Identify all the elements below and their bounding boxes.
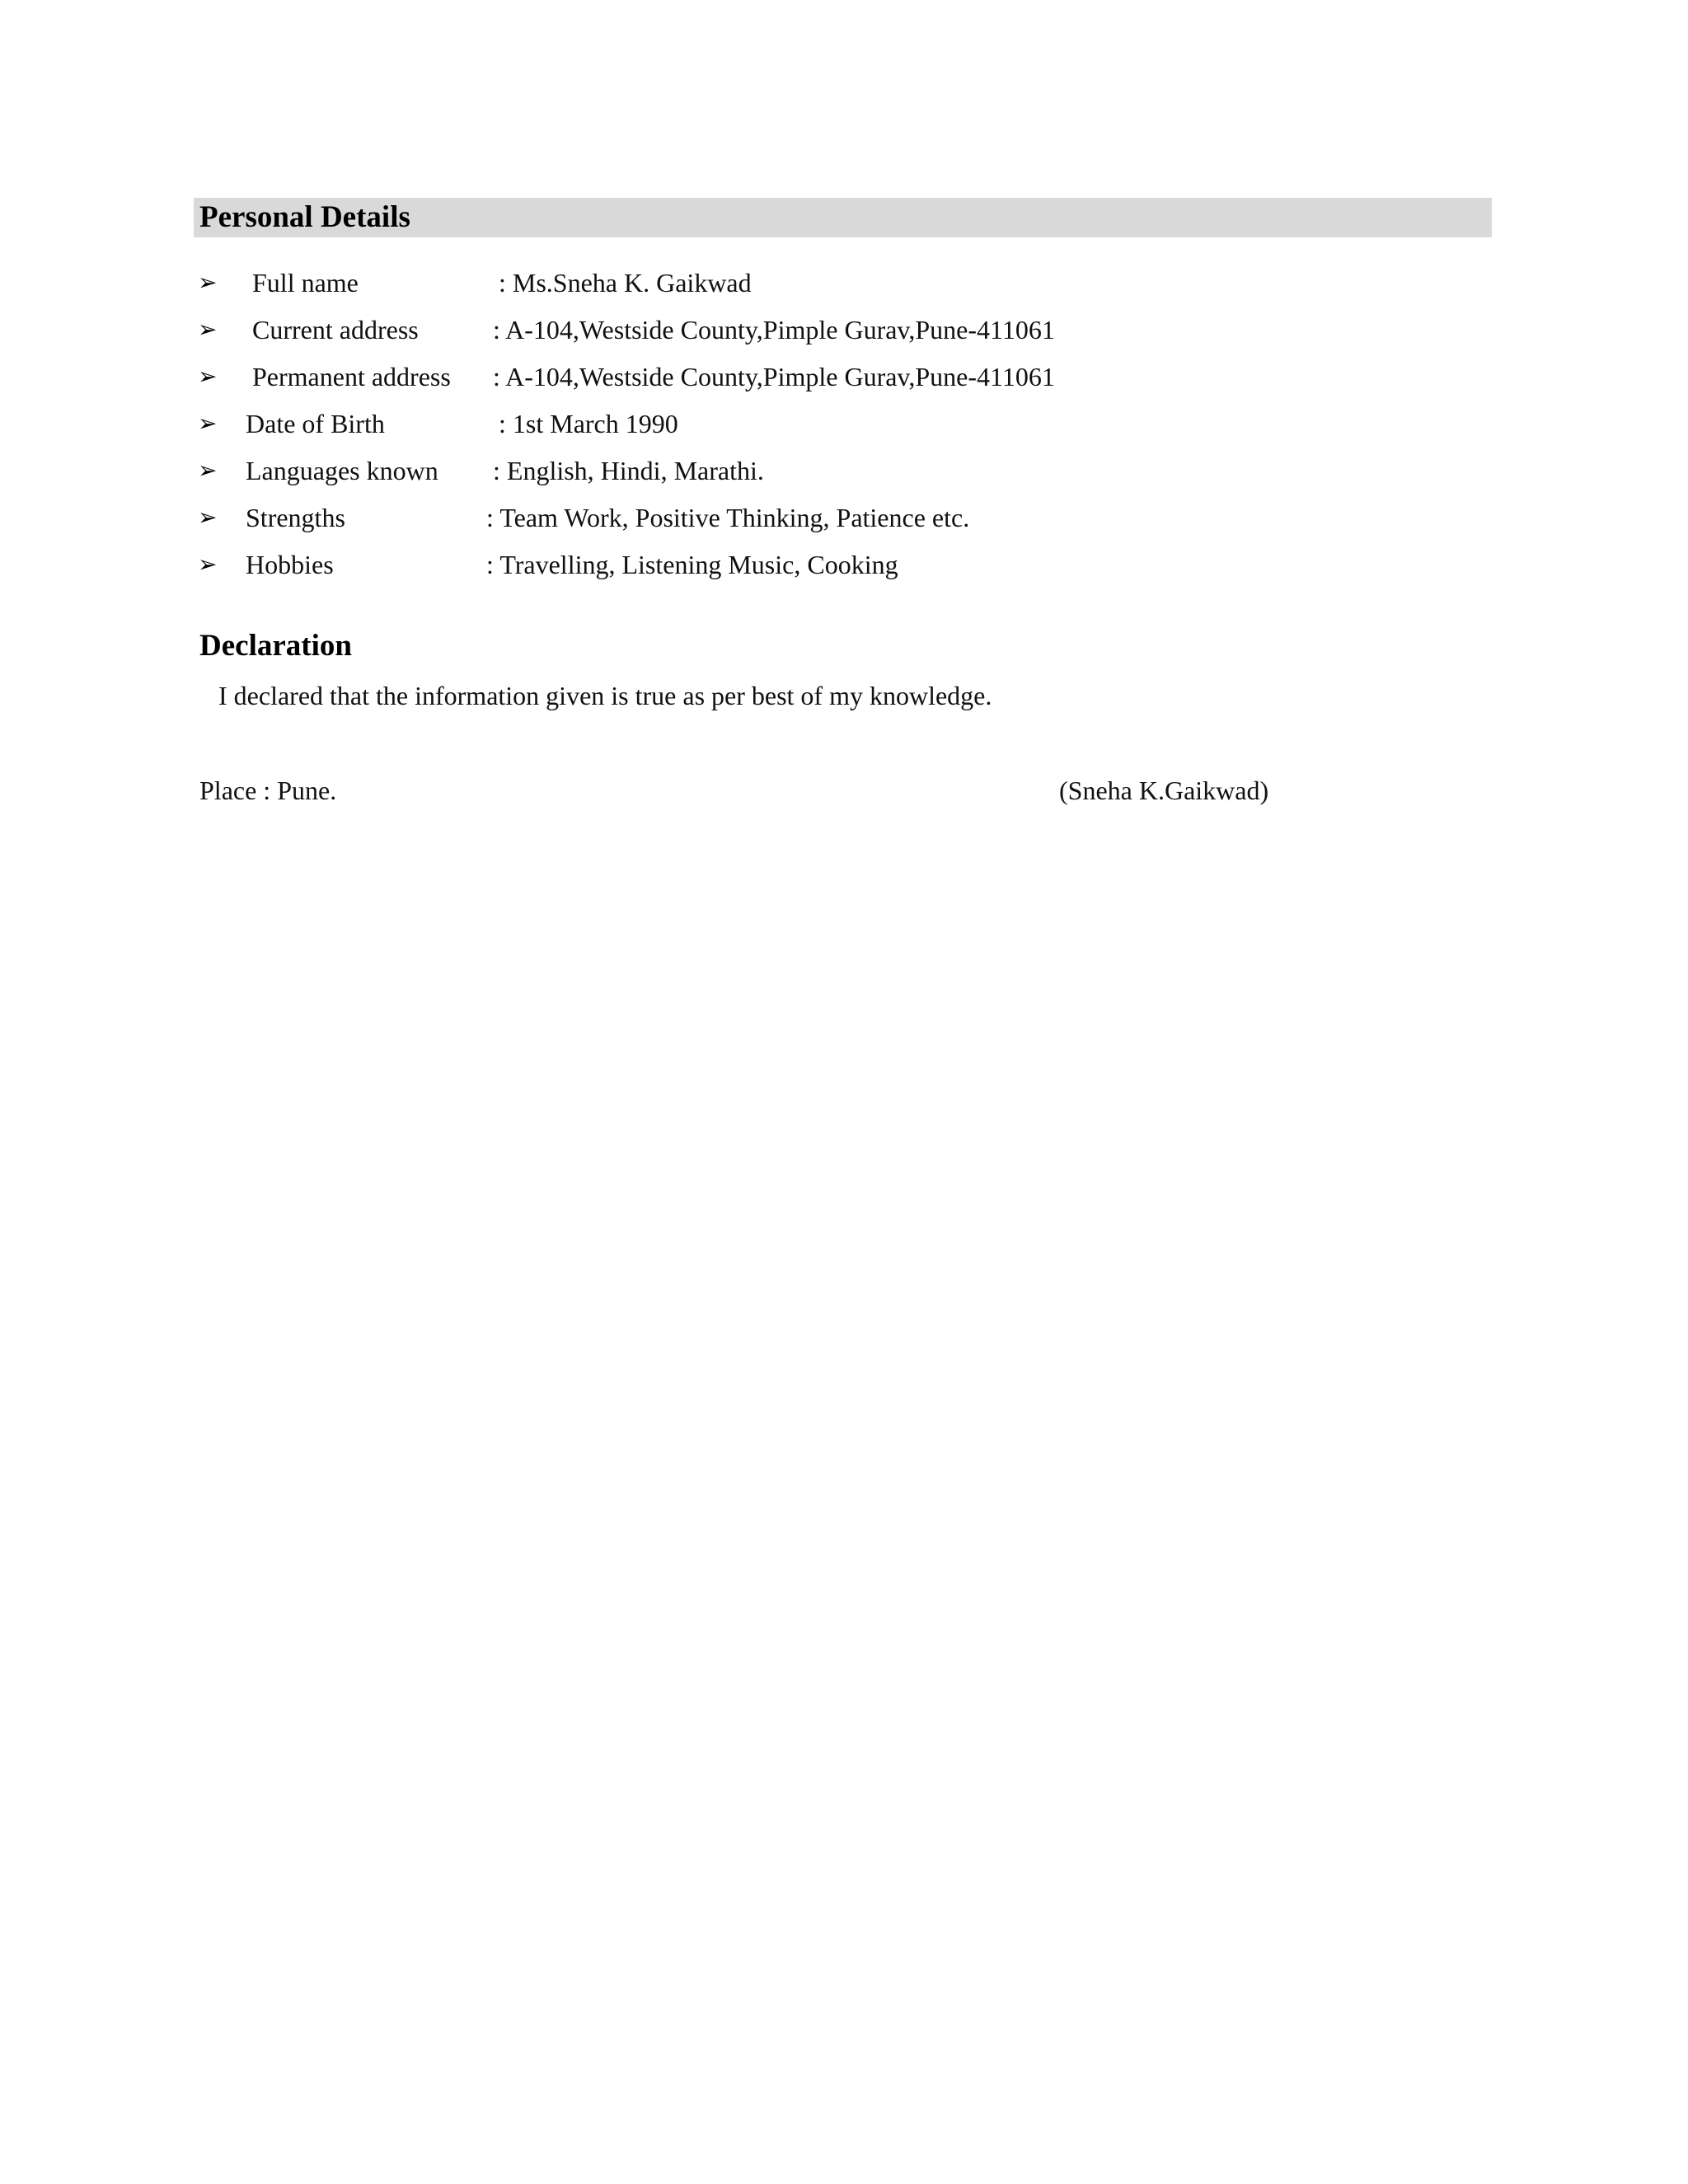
- declaration-heading: Declaration: [199, 629, 352, 663]
- detail-row-permanent-address: [0, 356, 1688, 397]
- detail-row-current-address: [0, 309, 1688, 350]
- declaration-text: I declared that the information given is true as per best of my knowledge.: [218, 681, 992, 710]
- detail-label: Full name: [252, 268, 359, 298]
- detail-label: Current address: [252, 315, 419, 344]
- detail-value: : Team Work, Positive Thinking, Patience etc.: [486, 503, 970, 532]
- detail-label: Strengths: [246, 503, 345, 532]
- arrowhead-bullet-icon: ➢: [198, 551, 218, 578]
- detail-value: : Ms.Sneha K. Gaikwad: [499, 268, 752, 298]
- signature-name: (Sneha K.Gaikwad): [1059, 776, 1269, 805]
- detail-value: : A-104,Westside County,Pimple Gurav,Pune-411061: [493, 315, 1055, 344]
- detail-row-strengths: [0, 497, 1688, 538]
- arrowhead-bullet-icon: ➢: [198, 363, 218, 390]
- detail-row-languages-known: [0, 450, 1688, 491]
- detail-label: Languages known: [246, 456, 438, 485]
- arrowhead-bullet-icon: ➢: [198, 269, 218, 296]
- place-text: Place : Pune.: [199, 776, 337, 805]
- arrowhead-bullet-icon: ➢: [198, 410, 218, 437]
- detail-value: : English, Hindi, Marathi.: [493, 456, 764, 485]
- detail-row-date-of-birth: [0, 403, 1688, 444]
- detail-value: : A-104,Westside County,Pimple Gurav,Pune-411061: [493, 362, 1055, 391]
- detail-value: : 1st March 1990: [499, 409, 678, 438]
- detail-label: Date of Birth: [246, 409, 385, 438]
- detail-label: Hobbies: [246, 550, 334, 579]
- arrowhead-bullet-icon: ➢: [198, 504, 218, 531]
- personal-details-heading: Personal Details: [199, 200, 410, 234]
- arrowhead-bullet-icon: ➢: [198, 316, 218, 343]
- detail-value: : Travelling, Listening Music, Cooking: [486, 550, 898, 579]
- arrowhead-bullet-icon: ➢: [198, 457, 218, 484]
- detail-row-full-name: [0, 262, 1688, 303]
- detail-row-hobbies: [0, 544, 1688, 585]
- detail-label: Permanent address: [252, 362, 451, 391]
